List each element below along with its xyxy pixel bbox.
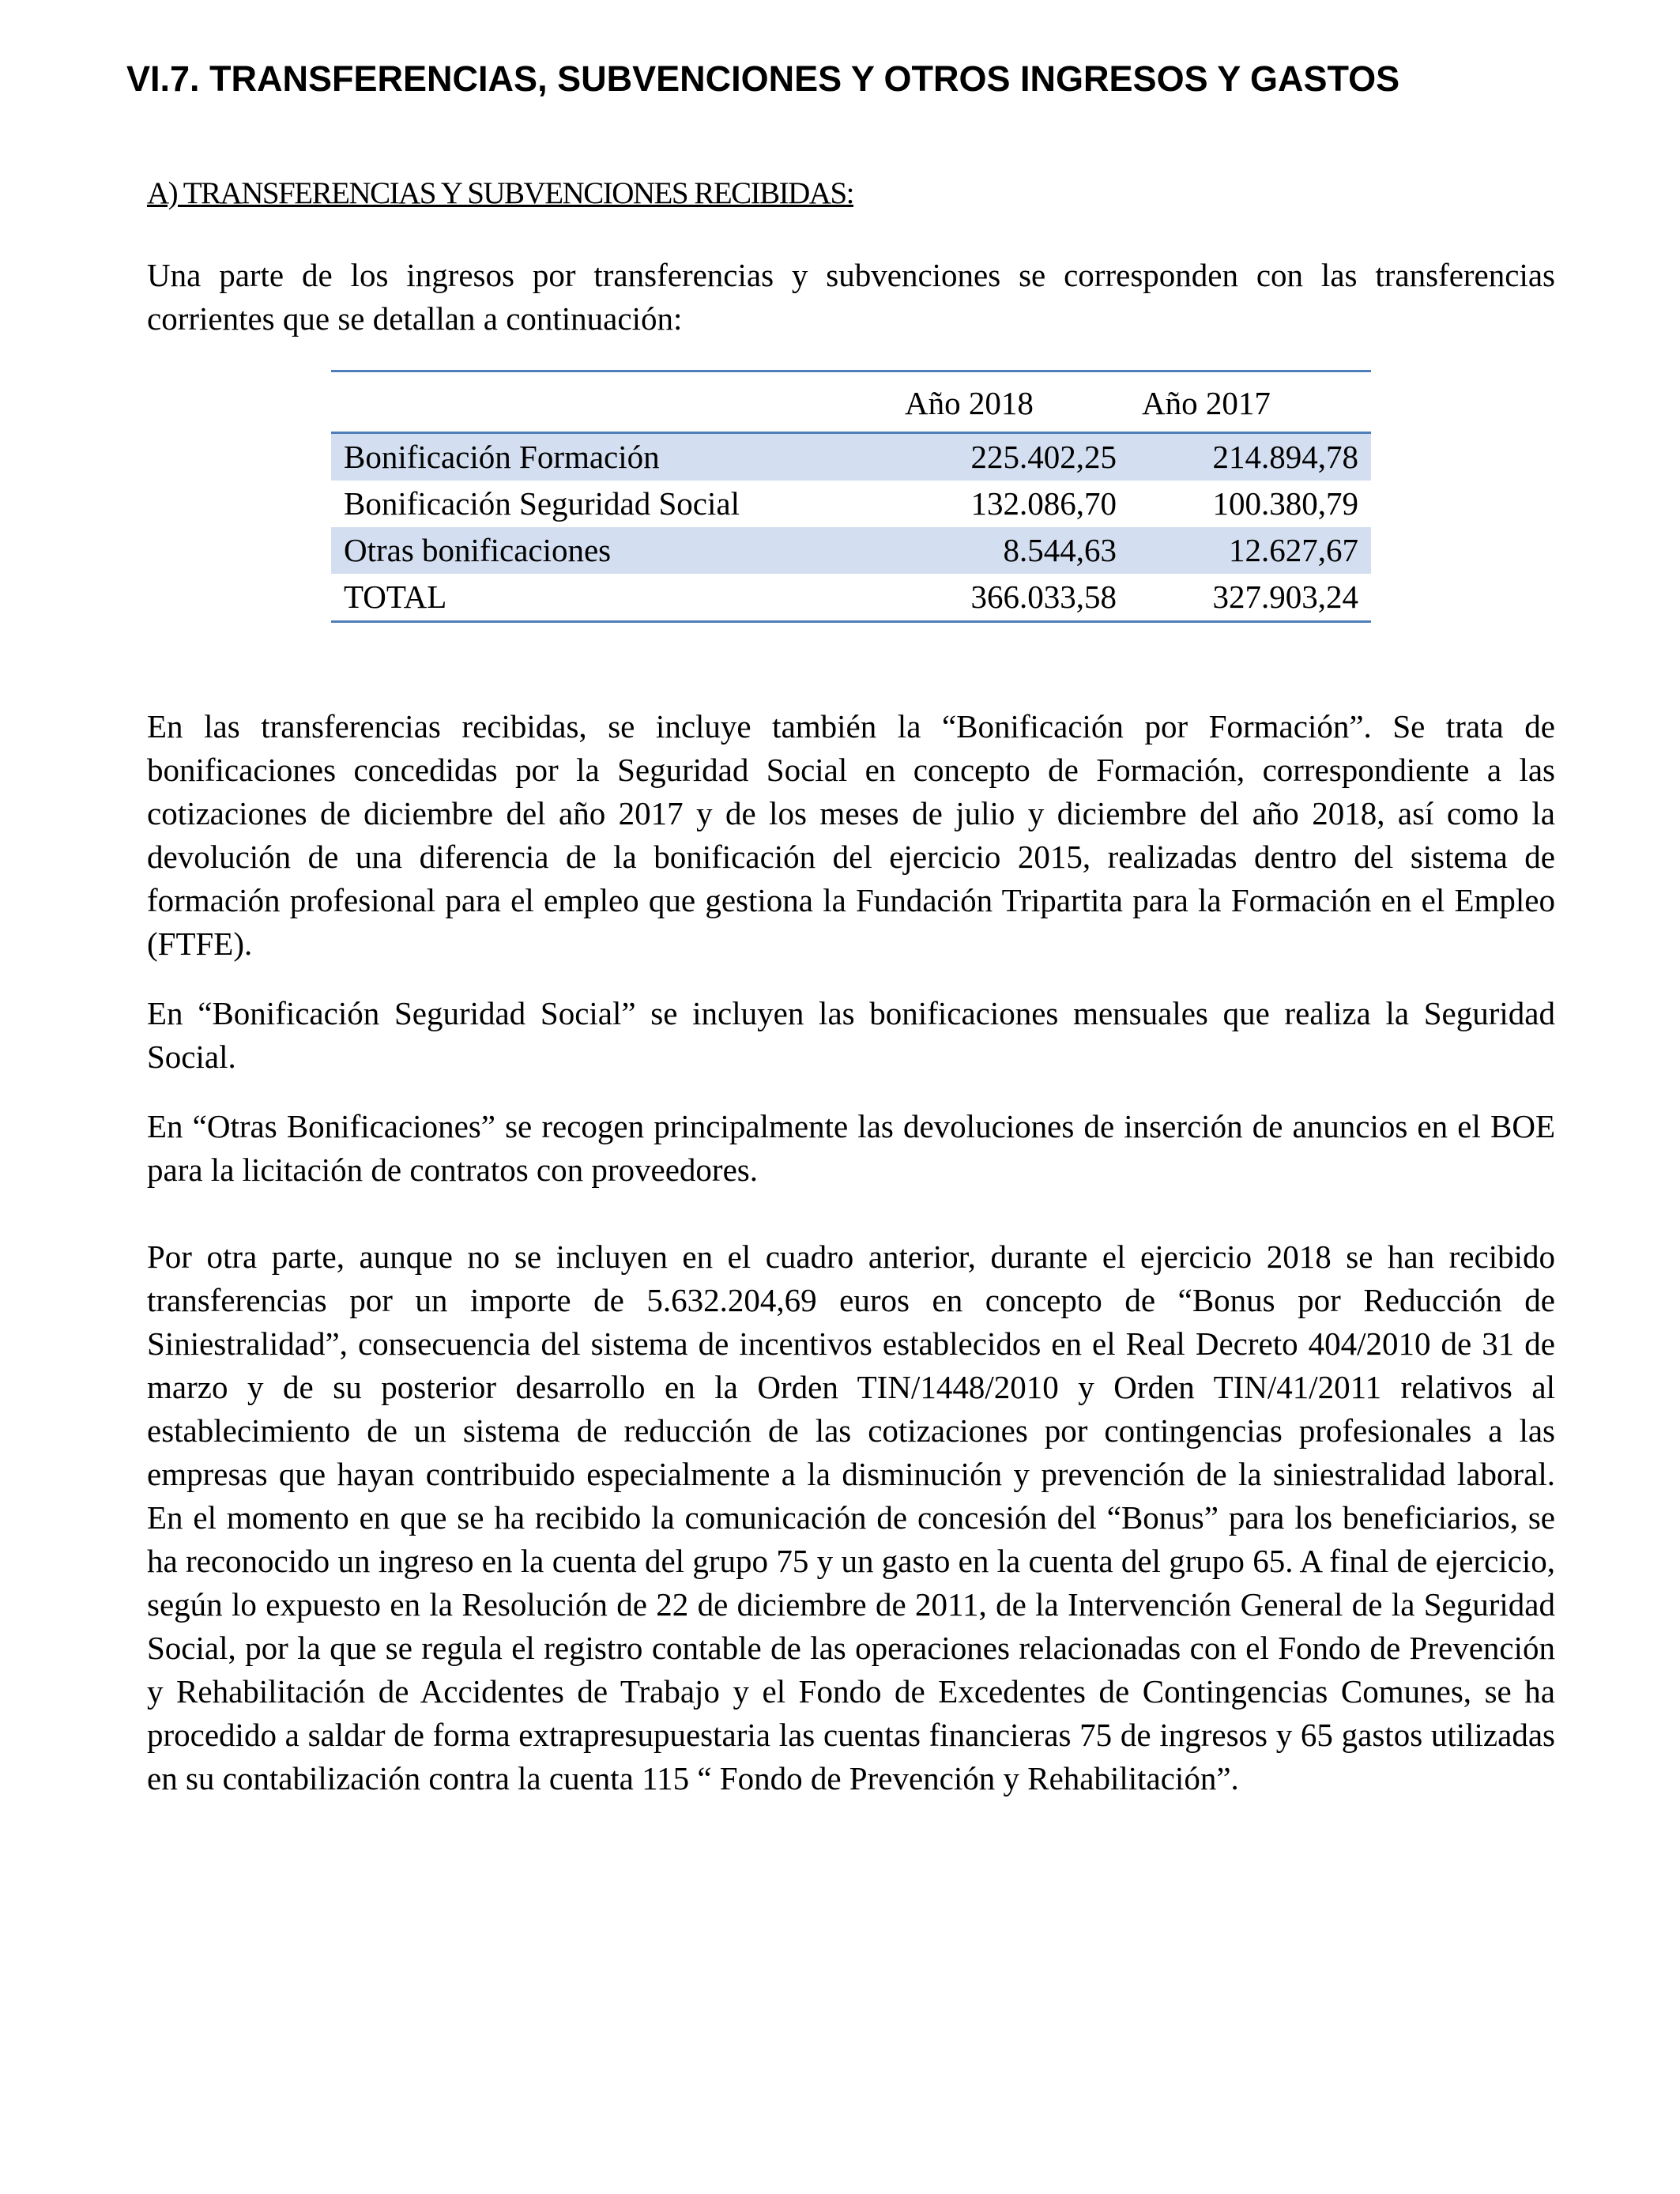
value-2018: 366.033,58	[970, 579, 1117, 615]
table-total-row	[331, 574, 1371, 622]
subsection-heading: A) TRANSFERENCIAS Y SUBVENCIONES RECIBIDAS:	[147, 176, 853, 210]
table-header-row	[331, 371, 1371, 433]
value-2017: 214.894,78	[1129, 433, 1371, 481]
transfers-table	[331, 370, 1371, 623]
body-paragraph: En las transferencias recibidas, se incluye también la “Bonificación por Formación”. Se trata de bonificaciones concedidas por la Seguridad Social en concepto de Formación, correspondiente a las cotizaciones de diciembre del año 2017 y de los meses de julio y diciembre del año 2018, así como la devolución de una diferencia de la bonificación del ejercicio 2015, realizadas dentro del sistema de formación profesional para el empleo que gestiona la Fundación Tripartita para la Formación en el Empleo (FTFE).	[147, 708, 1555, 962]
value-2017: 12.627,67	[1129, 527, 1371, 574]
transfers-table-container	[331, 370, 1371, 623]
value-2017: 100.380,79	[1212, 485, 1358, 522]
value-2018: 132.086,70	[970, 485, 1117, 522]
intro-paragraph: Una parte de los ingresos por transferencias y subvenciones se corresponden con las transferencias corrientes que se detallan a continuación:	[147, 257, 1555, 337]
row-label: Bonificación Formación	[331, 433, 892, 481]
body-paragraph: En “Otras Bonificaciones” se recogen principalmente las devoluciones de inserción de anuncios en el BOE para la licitación de contratos con proveedores.	[147, 1108, 1555, 1188]
table-row	[331, 433, 1371, 481]
column-header-concept	[331, 371, 892, 433]
column-header-2017: Año 2017	[1142, 385, 1271, 421]
value-2018: 225.402,25	[892, 433, 1129, 481]
section-title: VI.7. TRANSFERENCIAS, SUBVENCIONES Y OTROS INGRESOS Y GASTOS	[126, 58, 1400, 99]
column-header-2018: Año 2018	[905, 385, 1034, 421]
row-label: Bonificación Seguridad Social	[344, 485, 740, 522]
table-row	[331, 481, 1371, 527]
value-2017: 327.903,24	[1212, 579, 1358, 615]
row-label: TOTAL	[344, 579, 447, 615]
table-row	[331, 527, 1371, 574]
body-paragraph: Por otra parte, aunque no se incluyen en el cuadro anterior, durante el ejercicio 2018 se han recibido transferencias por un importe de 5.632.204,69 euros en concepto de “Bonus por Reducción de Siniestralidad”, consecuencia del sistema de incentivos establecidos en el Real Decreto 404/2010 de 31 de marzo y de su posterior desarrollo en la Orden TIN/1448/2010 y Orden TIN/41/2011 relativos al establecimiento de un sistema de reducción de las cotizaciones por contingencias profesionales a las empresas que hayan contribuido especialmente a la disminución y prevención de la siniestralidad laboral. En el momento en que se ha recibido la comunicación de concesión del “Bonus” para los beneficiarios, se ha reconocido un ingreso en la cuenta del grupo 75 y un gasto en la cuenta del grupo 65. A final de ejercicio, según lo expuesto en la Resolución de 22 de diciembre de 2011, de la Intervención General de la Seguridad Social, por la que se regula el registro contable de las operaciones relacionadas con el Fondo de Prevención y Rehabilitación de Accidentes de Trabajo y el Fondo de Excedentes de Contingencias Comunes, se ha procedido a saldar de forma extrapresupuestaria las cuentas financieras 75 de ingresos y 65 gastos utilizadas en su contabilización contra la cuenta 115 “ Fondo de Prevención y Rehabilitación”.	[147, 1238, 1555, 1796]
value-2018: 8.544,63	[892, 527, 1129, 574]
row-label: Otras bonificaciones	[331, 527, 892, 574]
body-paragraph: En “Bonificación Seguridad Social” se incluyen las bonificaciones mensuales que realiza la Seguridad Social.	[147, 995, 1555, 1075]
